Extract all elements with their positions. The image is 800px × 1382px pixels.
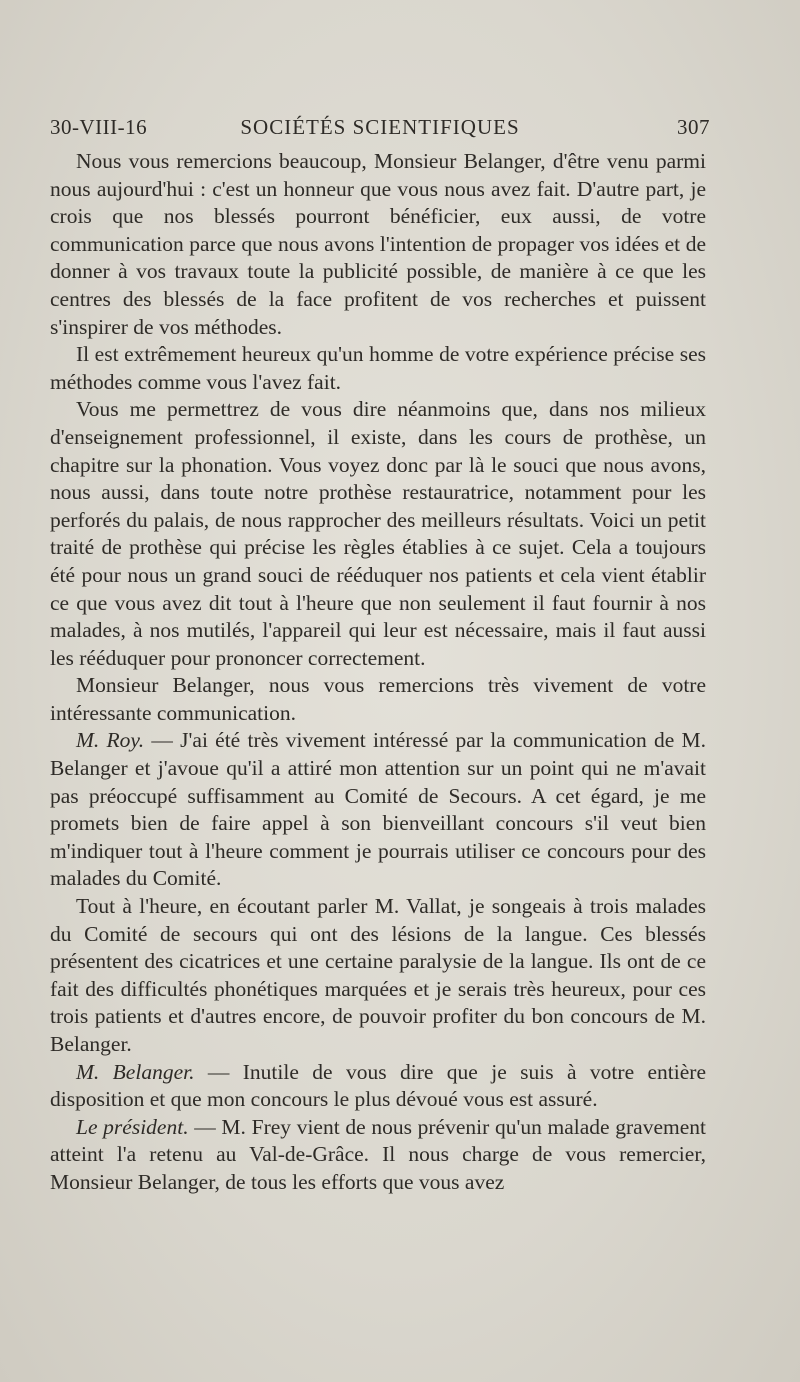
- header-date: 30-VIII-16: [50, 115, 148, 139]
- paragraph: Vous me permettrez de vous dire néanmoins que, dans nos milieux d'enseignement professionnel, il existe, dans les cours de prothèse, un chapitre sur la phonation. Vous voyez donc par là le souci que nous avons, nous aussi, dans toute notre prothèse restauratrice, notamment pour les perforés du palais, de nous rapprocher des meilleurs résultats. Voici un petit traité de prothèse qui précise les règles établies à ce sujet. Cela a toujours été pour nous un grand souci de rééduquer nos patients et cela vient établir ce que vous avez dit tout à l'heure que non seulement il faut fournir à nos malades, à nos mutilés, l'appareil qui leur est nécessaire, mais il faut aussi les rééduquer pour prononcer correctement.: [50, 397, 706, 670]
- paragraph: M. Belanger. — Inutile de vous dire que je suis à votre entière disposition et que mon concours le plus dévoué vous est assuré.: [50, 1059, 706, 1112]
- paragraph: Tout à l'heure, en écoutant parler M. Vallat, je songeais à trois malades du Comité de secours qui ont des lésions de la langue. Ces blessés présentent des cicatrices et une certaine paralysie de la langue. Ils ont de ce fait des difficultés phonétiques marquées et je serais très heureux, pour ces trois patients et d'autres encore, de pouvoir profiter du bon concours de M. Belanger.: [50, 894, 706, 1056]
- running-header: [50, 115, 710, 145]
- page-number: 307: [677, 115, 710, 139]
- paragraph: Nous vous remercions beaucoup, Monsieur Belanger, d'être venu parmi nous aujourd'hui : c'est un honneur que vous nous avez fait. D'autre part, je crois que nos blessés pourront bénéficier, eux aussi, de votre communication parce que nous avons l'intention de propager vos idées et de donner à vos travaux toute la publicité possible, de manière à ce que les centres des blessés de la face profitent de vos recherches et puissent s'inspirer de vos méthodes.: [50, 149, 706, 339]
- speaker-name: Le président.: [76, 1114, 189, 1139]
- body-text: [50, 148, 706, 1197]
- speaker-name: M. Belanger.: [76, 1059, 195, 1084]
- speaker-name: M. Roy.: [76, 728, 145, 753]
- paragraph: M. Roy. — J'ai été très vivement intéressé par la communication de M. Belanger et j'avoue qu'il a attiré mon attention sur un point qui ne m'avait pas préoccupé suffisamment au Comité de Secours. A cet égard, je me promets bien de faire appel à son bienveillant concours s'il veut bien m'indiquer tout à l'heure comment je pourrais utiliser ce concours pour des malades du Comité.: [50, 728, 706, 891]
- paragraph: Monsieur Belanger, nous vous remercions très vivement de votre intéressante communication.: [50, 673, 706, 725]
- paragraph: Il est extrêmement heureux qu'un homme de votre expérience précise ses méthodes comme vous l'avez fait.: [50, 342, 706, 394]
- paragraph: Le président. — M. Frey vient de nous prévenir qu'un malade gravement atteint l'a retenu au Val-de-Grâce. Il nous charge de vous remercier, Monsieur Belanger, de tous les efforts que vous avez: [50, 1114, 706, 1194]
- header-title: SOCIÉTÉS SCIENTIFIQUES: [240, 115, 520, 139]
